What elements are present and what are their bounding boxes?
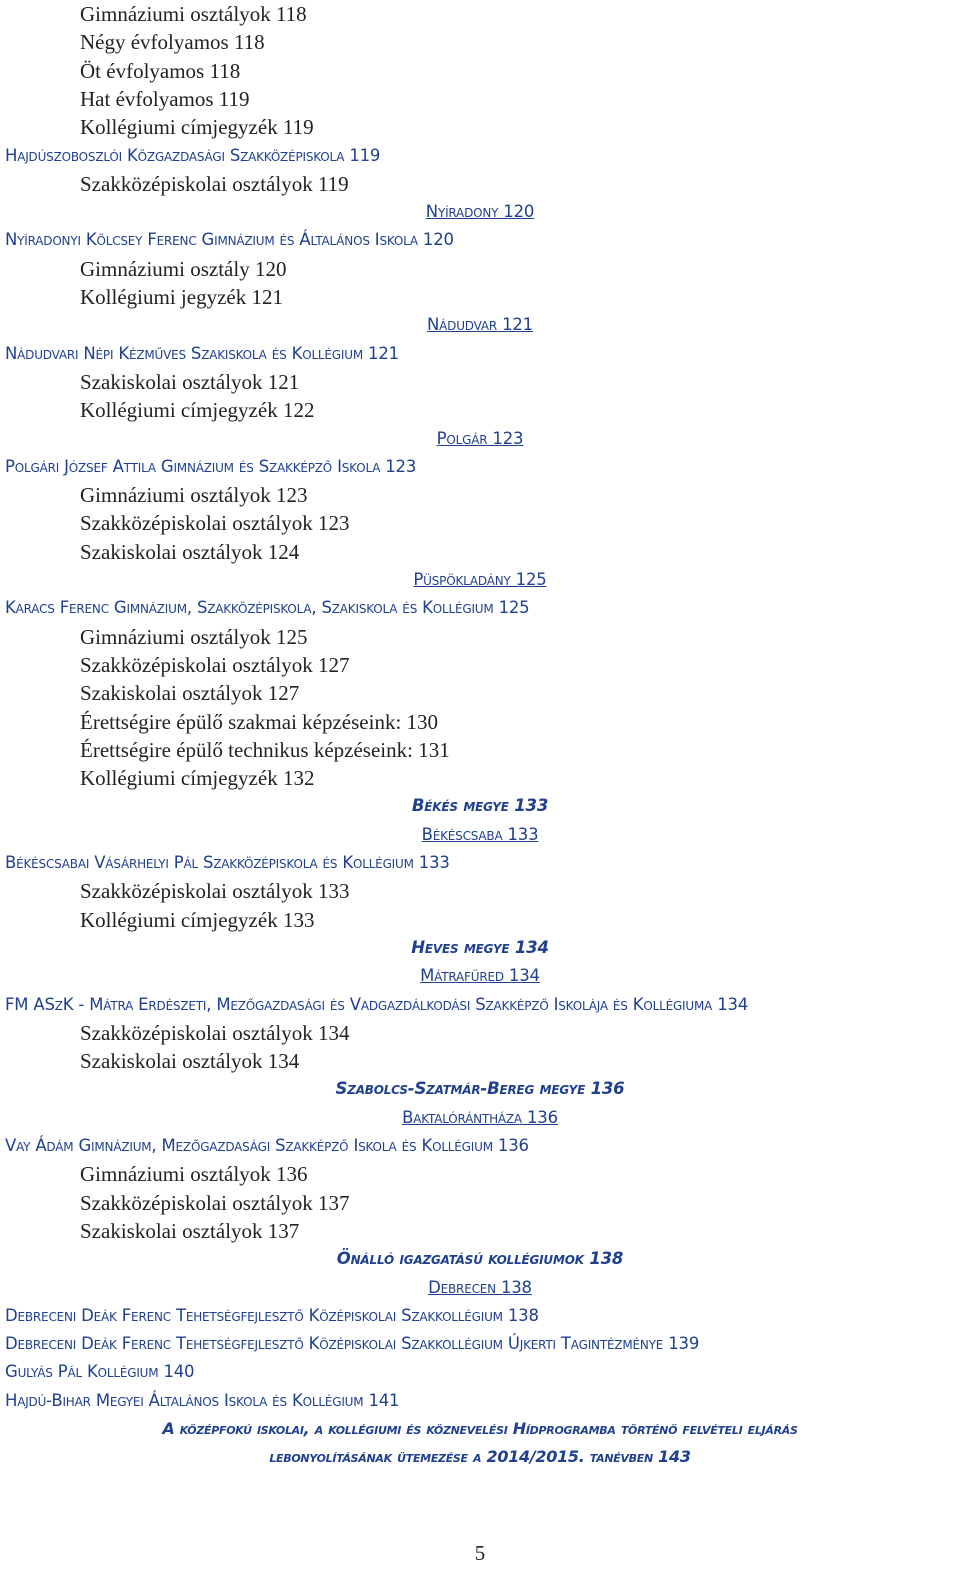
toc-city-heading[interactable]: Polgár 123 bbox=[436, 428, 524, 448]
toc-city-heading[interactable]: Mátrafüred 134 bbox=[420, 966, 540, 986]
toc-city-heading[interactable]: Debrecen 138 bbox=[428, 1277, 532, 1297]
toc-subentry[interactable]: Kollégiumi címjegyzék 133 bbox=[80, 907, 315, 932]
toc-subentry[interactable]: Kollégiumi címjegyzék 122 bbox=[80, 398, 315, 423]
toc-final-entry[interactable]: lebonyolításának ütemezése a 2014/2015. tanévben 143 bbox=[269, 1447, 691, 1467]
toc-subentry[interactable]: Szakközépiskolai osztályok 119 bbox=[80, 171, 349, 196]
toc-subentry[interactable]: Gimnáziumi osztályok 118 bbox=[80, 2, 307, 26]
toc-school-entry[interactable]: Debreceni Deák Ferenc Tehetségfejlesztő Középiskolai Szakkollégium Újkerti Tagintézménye 139 bbox=[5, 1334, 700, 1354]
toc-city-heading[interactable]: Nyíradony 120 bbox=[425, 202, 535, 222]
toc-subentry[interactable]: Gimnáziumi osztály 120 bbox=[80, 256, 287, 281]
toc-school-entry[interactable]: Karacs Ferenc Gimnázium, Szakközépiskola, Szakiskola és Kollégium 125 bbox=[5, 598, 530, 618]
toc-subentry[interactable]: Kollégiumi jegyzék 121 bbox=[80, 285, 283, 309]
toc-county-heading[interactable]: Önálló igazgatású kollégiumok 138 bbox=[336, 1249, 624, 1269]
toc-county-heading[interactable]: Heves megye 134 bbox=[411, 937, 549, 957]
toc-subentry[interactable]: Szakiskolai osztályok 127 bbox=[80, 681, 300, 706]
toc-school-entry[interactable]: Polgári József Attila Gimnázium és Szakképző Iskola 123 bbox=[5, 456, 417, 476]
toc-city-heading[interactable]: Békéscsaba 133 bbox=[421, 824, 539, 844]
toc-school-entry[interactable]: Nyíradonyi Kölcsey Ferenc Gimnázium és Általános Iskola 120 bbox=[5, 230, 454, 250]
toc-subentry[interactable]: Szakiskolai osztályok 121 bbox=[80, 369, 300, 394]
toc-subentry[interactable]: Öt évfolyamos 118 bbox=[80, 58, 241, 83]
toc-school-entry[interactable]: Hajdú-Bihar Megyei Általános Iskola és Kollégium 141 bbox=[5, 1390, 400, 1410]
toc-subentry[interactable]: Szakközépiskolai osztályok 137 bbox=[80, 1190, 350, 1215]
toc-school-entry[interactable]: Nádudvari Népi Kézműves Szakiskola és Kollégium 121 bbox=[5, 343, 399, 363]
toc-subentry[interactable]: Gimnáziumi osztályok 136 bbox=[80, 1162, 308, 1187]
toc-school-entry[interactable]: Debreceni Deák Ferenc Tehetségfejlesztő Középiskolai Szakkollégium 138 bbox=[5, 1305, 539, 1325]
toc-subentry[interactable]: Szakközépiskolai osztályok 134 bbox=[80, 1020, 350, 1045]
toc-county-heading[interactable]: Békés megye 133 bbox=[411, 796, 549, 816]
toc-school-entry[interactable]: Hajdúszoboszlói Közgazdasági Szakközépiskola 119 bbox=[5, 145, 381, 165]
toc-subentry[interactable]: Szakiskolai osztályok 124 bbox=[80, 539, 300, 564]
toc-city-heading[interactable]: Püspökladány 125 bbox=[413, 570, 547, 589]
toc-subentry[interactable]: Hat évfolyamos 119 bbox=[80, 86, 250, 111]
toc-subentry[interactable]: Gimnáziumi osztályok 123 bbox=[80, 483, 308, 508]
toc-subentry[interactable]: Kollégiumi címjegyzék 132 bbox=[80, 766, 315, 791]
toc-subentry[interactable]: Szakközépiskolai osztályok 127 bbox=[80, 652, 350, 677]
page-number: 5 bbox=[474, 1541, 486, 1565]
toc-school-entry[interactable]: Békéscsabai Vásárhelyi Pál Szakközépiskola és Kollégium 133 bbox=[5, 853, 450, 872]
toc-school-entry[interactable]: Vay Ádám Gimnázium, Mezőgazdasági Szakképző Iskola és Kollégium 136 bbox=[5, 1136, 529, 1155]
toc-county-heading[interactable]: Szabolcs-Szatmár-Bereg megye 136 bbox=[335, 1079, 625, 1099]
toc-subentry[interactable]: Négy évfolyamos 118 bbox=[80, 30, 265, 55]
toc-city-heading[interactable]: Baktalórántháza 136 bbox=[402, 1107, 558, 1127]
toc-school-entry[interactable]: FM ASzK - Mátra Erdészeti, Mezőgazdasági és Vadgazdálkodási Szakképző Iskolája és Kollégiuma 134 bbox=[5, 994, 749, 1014]
toc-subentry[interactable]: Érettségire épülő technikus képzéseink: 131 bbox=[80, 737, 450, 762]
toc-final-entry[interactable]: A középfokú iskolai, a kollégiumi és köznevelési Hídprogramba történő felvételi eljárás bbox=[162, 1419, 798, 1438]
toc-subentry[interactable]: Szakiskolai osztályok 137 bbox=[80, 1218, 300, 1243]
toc-subentry[interactable]: Szakközépiskolai osztályok 133 bbox=[80, 879, 350, 904]
toc-subentry[interactable]: Érettségire épülő szakmai képzéseink: 130 bbox=[80, 709, 439, 734]
toc-subentry[interactable]: Gimnáziumi osztályok 125 bbox=[80, 624, 308, 649]
toc-city-heading[interactable]: Nádudvar 121 bbox=[427, 315, 533, 335]
toc-subentry[interactable]: Szakközépiskolai osztályok 123 bbox=[80, 511, 350, 536]
toc-subentry[interactable]: Kollégiumi címjegyzék 119 bbox=[80, 115, 314, 140]
toc-school-entry[interactable]: Gulyás Pál Kollégium 140 bbox=[5, 1362, 195, 1382]
toc-subentry[interactable]: Szakiskolai osztályok 134 bbox=[80, 1049, 300, 1074]
